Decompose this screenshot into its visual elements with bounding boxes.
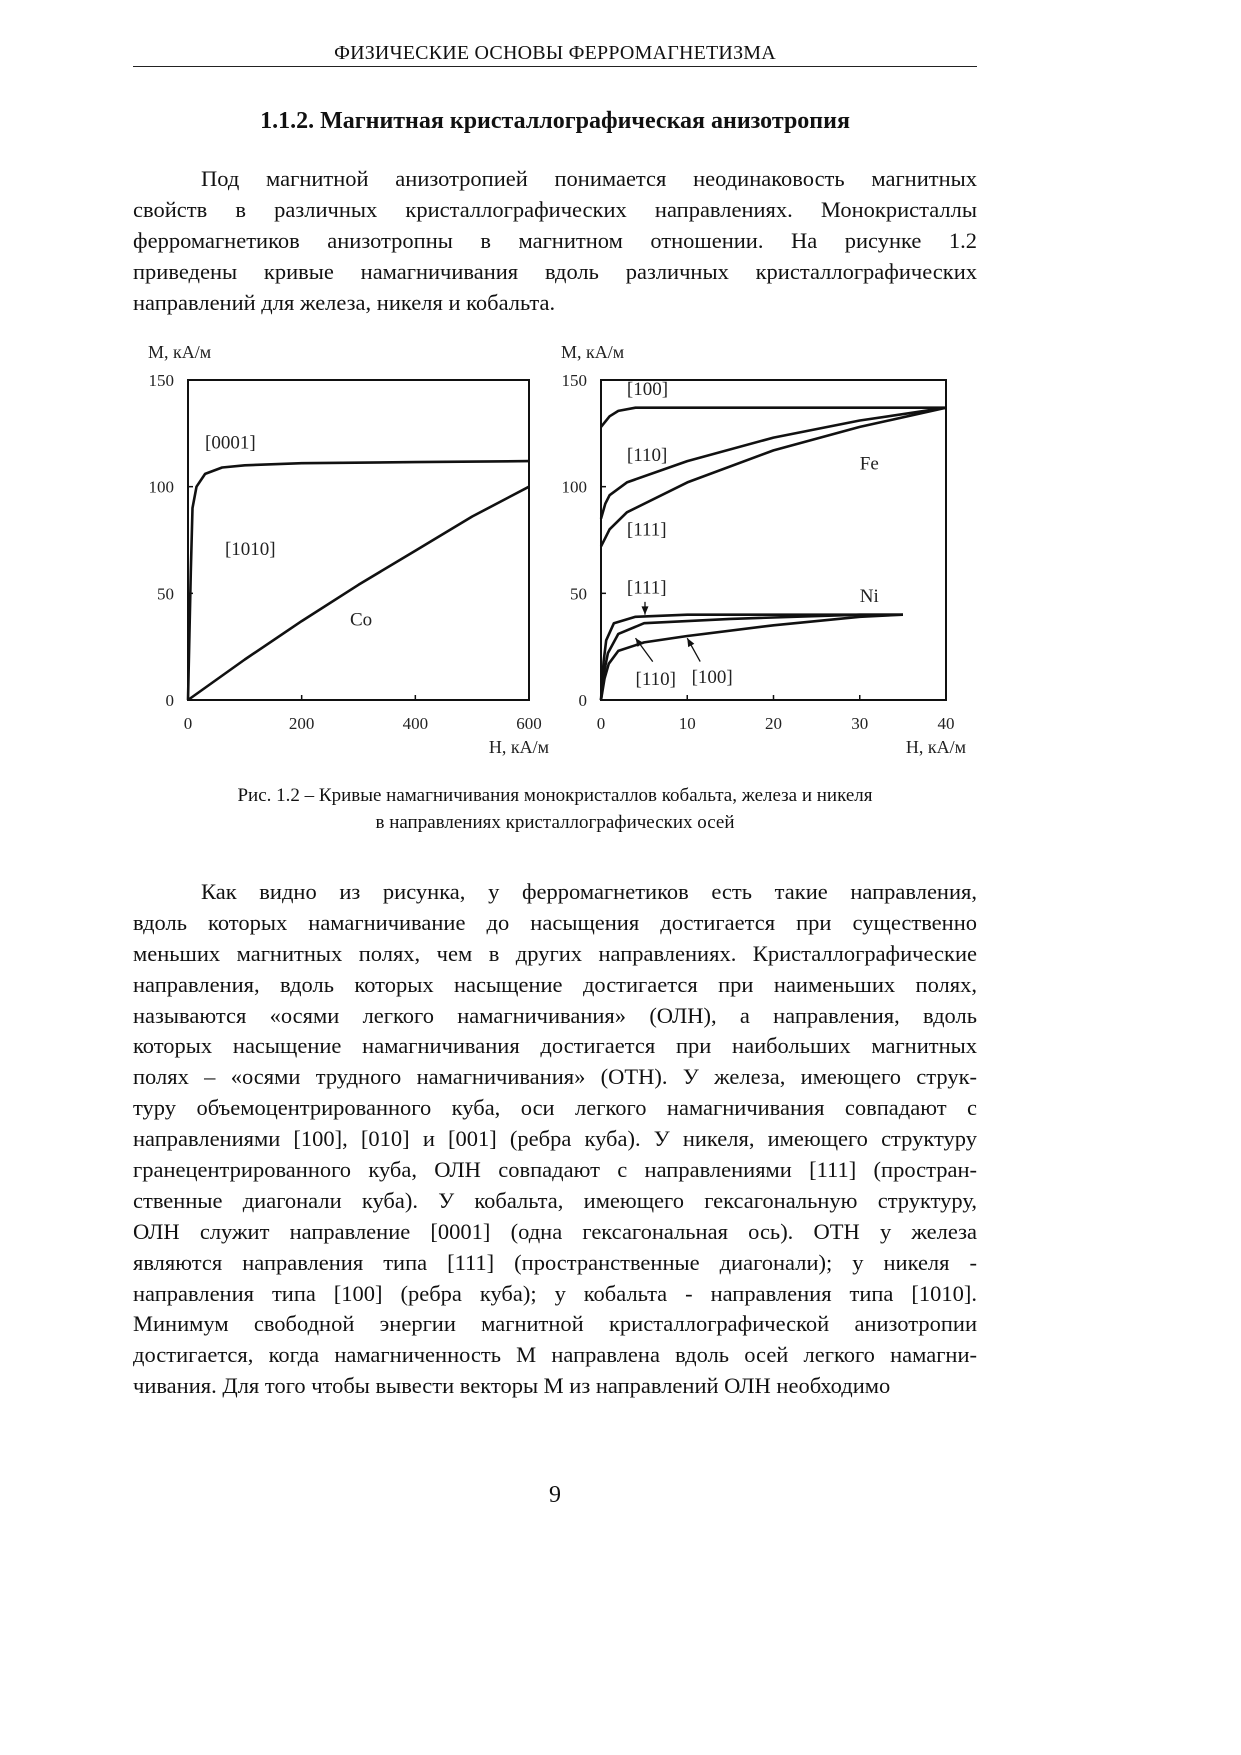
text-line: которых насыщение намагничивания достигается при наибольших магнитных <box>133 1033 977 1059</box>
figure-1-2 <box>0 0 1241 780</box>
text-line: называются «осями легкого намагничивания» (ОЛН), а направления, вдоль <box>133 1002 977 1028</box>
caption-line-2: в направлениях кристаллографических осей <box>375 812 735 833</box>
curve-label: Co <box>349 609 373 631</box>
y-tick-label: 150 <box>561 371 587 390</box>
text-line: достигается, когда намагниченность M направлена вдоль осей легкого намагни- <box>133 1342 977 1368</box>
text-line: ственные диагонали куба). У кобальта, имеющего гексагональную структуру, <box>133 1187 977 1213</box>
x-tick-label: 0 <box>183 714 193 733</box>
text-line: являются направления типа [111] (пространственные диагонали); у никеля - <box>133 1249 977 1275</box>
text-line: Под магнитной анизотропией понимается неодинаковость магнитных <box>201 166 977 191</box>
y-axis-label: M, кА/м <box>148 342 212 362</box>
y-tick-label: 150 <box>148 371 174 390</box>
x-tick-label: 0 <box>596 714 606 733</box>
text-line: приведены кривые намагничивания вдоль различных кристаллографических <box>133 258 977 284</box>
x-tick-label: 200 <box>288 714 315 733</box>
curve-label: [110] <box>635 669 676 691</box>
curve-label: [111] <box>626 577 667 599</box>
x-axis-label: H, кА/м <box>905 737 966 757</box>
curve-label: [1010] <box>224 538 276 560</box>
text-line: Минимум свободной энергии магнитной кристаллографической анизотропии <box>133 1311 977 1337</box>
curve-label: [0001] <box>205 432 256 454</box>
text-line: чивания. Для того чтобы вывести векторы M из направлений ОЛН необходимо <box>133 1373 891 1399</box>
x-tick-label: 40 <box>937 714 955 733</box>
text-line: полях – «осями трудного намагничивания» (ОТН). У железа, имеющего струк- <box>133 1064 977 1090</box>
curve-label: Ni <box>859 585 879 607</box>
paragraph-2 <box>133 877 977 1402</box>
text-line: вдоль которых намагничивание до насыщения достигается при существенно <box>133 909 977 935</box>
text-line: гранецентрированного куба, ОЛН совпадают с направлениями [111] (простран- <box>133 1157 977 1183</box>
y-tick-label: 0 <box>578 691 587 710</box>
curve-label: [100] <box>691 666 733 688</box>
curve-fe-100 <box>601 408 946 427</box>
curve-label: Fe <box>859 453 879 475</box>
y-tick-label: 0 <box>165 691 174 710</box>
text-line: туру объемоцентрированного куба, оси легкого намагничивания совпадают с <box>133 1095 977 1121</box>
caption-line-1: Рис. 1.2 – Кривые намагничивания монокристаллов кобальта, железа и никеля <box>237 785 873 806</box>
text-line: направления, вдоль которых насыщение достигается при наименьших полях, <box>133 971 977 997</box>
text-line: меньших магнитных полях, чем в других направлениях. Кристаллографические <box>133 940 977 966</box>
curve-label: [100] <box>626 378 669 400</box>
page-number: 9 <box>549 1482 561 1508</box>
text-line: ферромагнетиков анизотропны в магнитном отношении. На рисунке 1.2 <box>133 227 977 253</box>
curve-1010 <box>188 487 529 700</box>
y-tick-label: 100 <box>561 477 587 497</box>
text-line: направлений для железа, никеля и кобальта. <box>133 289 556 315</box>
text-line: ОЛН служит направление [0001] (одна гексагональная ось). ОТН у железа <box>133 1218 977 1244</box>
section-title: 1.1.2. Магнитная кристаллографическая анизотропия <box>260 108 850 134</box>
y-tick-label: 50 <box>570 584 587 604</box>
y-tick-label: 50 <box>157 584 174 604</box>
arrowhead-icon <box>641 606 648 614</box>
text-line: направлениями [100], [010] и [001] (ребра куба). У никеля, имеющего структуру <box>133 1126 977 1152</box>
text-line: Как видно из рисунка, у ферромагнетиков есть такие направления, <box>201 879 977 904</box>
text-line: направления типа [100] (ребра куба); у кобальта - направления типа [1010]. <box>133 1280 977 1306</box>
figure-caption <box>133 782 977 836</box>
curve-label: [111] <box>626 519 667 541</box>
x-tick-label: 20 <box>765 714 782 733</box>
x-tick-label: 30 <box>851 714 869 733</box>
x-tick-label: 600 <box>516 714 542 733</box>
y-tick-label: 100 <box>148 477 174 497</box>
x-tick-label: 10 <box>678 714 696 733</box>
x-axis-label: H, кА/м <box>488 737 549 757</box>
text-line: свойств в различных кристаллографических направлениях. Монокристаллы <box>133 196 977 222</box>
curve-label: [110] <box>626 445 668 467</box>
running-head: ФИЗИЧЕСКИЕ ОСНОВЫ ФЕРРОМАГНЕТИЗМА <box>334 42 776 64</box>
y-axis-label: M, кА/м <box>561 342 625 362</box>
x-tick-label: 400 <box>402 714 429 733</box>
